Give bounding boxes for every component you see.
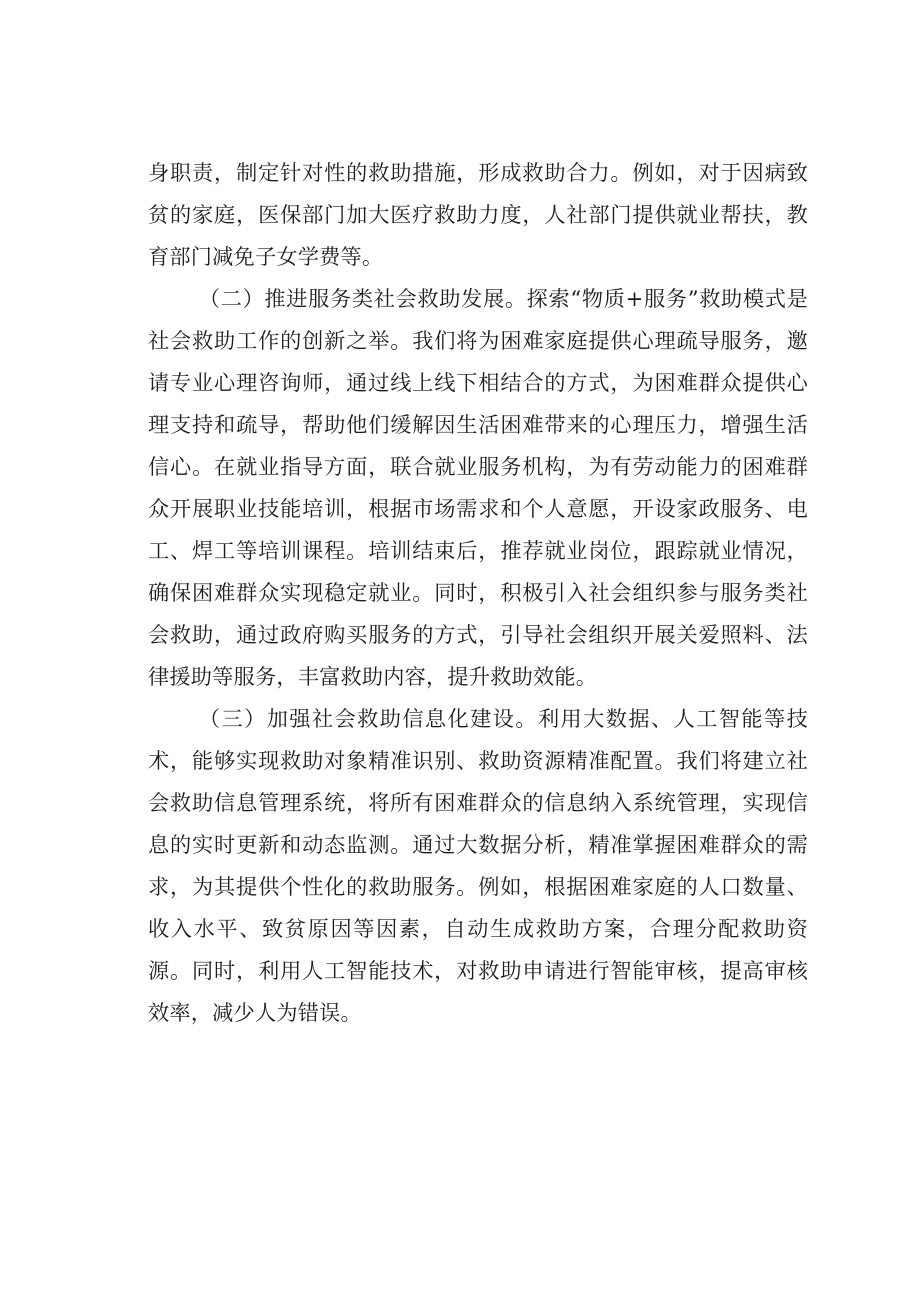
paragraph-section-2: （二）推进服务类社会救助发展。探索“物质+服务”救助模式是社会救助工作的创新之举。我们将为困难家庭提供心理疏导服务，邀请专业心理咨询师，通过线上线下相结合的方式，为困难群众提供心理支持和疏导，帮助他们缓解因生活困难带来的心理压力，增强生活信心。在就业指导方面，联合就业服务机构，为有劳动能力的困难群众开展职业技能培训，根据市场需求和个人意愿，开设家政服务、电工、焊工等培训课程。培训结束后，推荐就业岗位，跟踪就业情况，确保困难群众实现稳定就业。同时，积极引入社会组织参与服务类社会救助，通过政府购买服务的方式，引导社会组织开展关爱照料、法律援助等服务，丰富救助内容，提升救助效能。: [148, 286, 808, 689]
document-body: [148, 152, 808, 1034]
paragraph-section-3: （三）加强社会救助信息化建设。利用大数据、人工智能等技术，能够实现救助对象精准识别、救助资源精准配置。我们将建立社会救助信息管理系统，将所有困难群众的信息纳入系统管理，实现信息的实时更新和动态监测。通过大数据分析，精准掌握困难群众的需求，为其提供个性化的救助服务。例如，根据困难家庭的人口数量、收入水平、致贫原因等因素，自动生成救助方案，合理分配救助资源。同时，利用人工智能技术，对救助申请进行智能审核，提高审核效率，减少人为错误。: [148, 706, 808, 1025]
paragraph-continuation: 身职责，制定针对性的救助措施，形成救助合力。例如，对于因病致贫的家庭，医保部门加大医疗救助力度，人社部门提供就业帮扶，教育部门减免子女学费等。: [148, 160, 808, 269]
